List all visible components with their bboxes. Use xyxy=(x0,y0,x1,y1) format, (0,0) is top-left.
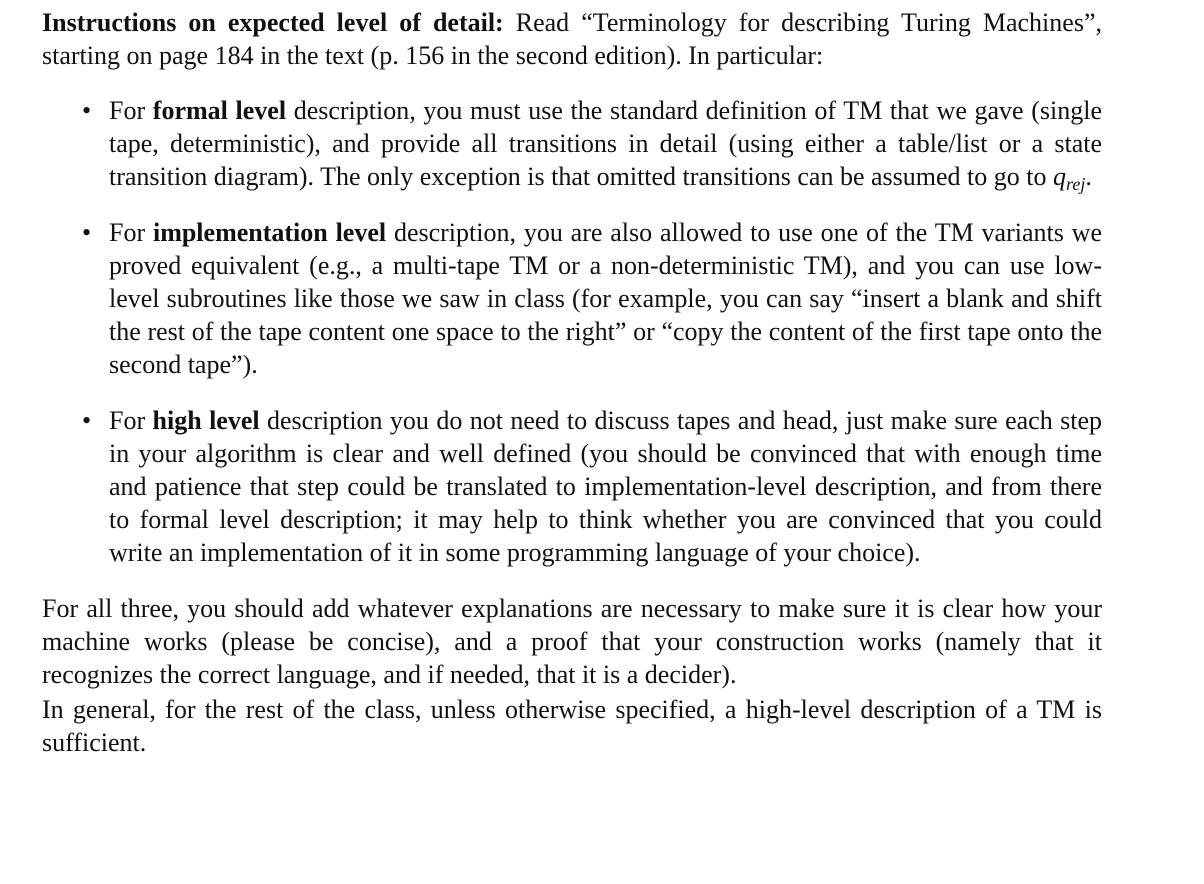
bullet-icon: • xyxy=(82,96,92,125)
item-text: description, you must use the standard definition of TM that we gave (single tape, deterministic), and provide all transitions in detail (using either a table/list or a state transition diagram). The only exception is that omitted transitions can be assumed to go to xyxy=(109,96,1103,191)
item-prefix: For xyxy=(109,406,153,435)
bullet-icon: • xyxy=(82,406,92,435)
list-item-formal-level xyxy=(42,94,1102,193)
detail-level-list xyxy=(42,94,1102,569)
item-term: high level xyxy=(152,406,260,435)
bullet-icon: • xyxy=(82,218,92,247)
item-text: description you do not need to discuss tapes and head, just make sure each step in your algorithm is clear and well defined (you should be convinced that with enough time and patience that step could be translated to implementation-level description, and from there to formal level description; it may help to think whether you are convinced that you could write an implementation of it in some programming language of your choice). xyxy=(109,406,1103,567)
outro-paragraph-all-three: For all three, you should add whatever explanations are necessary to make sure it is clear how your machine works (please be concise), and a proof that your construction works (namely that it recognizes the correct language, and if needed, that it is a decider). xyxy=(42,594,1102,689)
item-prefix: For xyxy=(109,218,153,247)
outro-paragraph-general: In general, for the rest of the class, unless otherwise specified, a high-level description of a TM is sufficient. xyxy=(42,695,1102,757)
list-item-implementation-level xyxy=(42,216,1102,381)
intro-paragraph xyxy=(42,6,1102,72)
item-prefix: For xyxy=(109,96,153,125)
document-body xyxy=(42,6,1102,759)
intro-text: Read “Terminology for describing Turing Machines”, starting on page 184 in the text (p. 156 in the second edition). In particular: xyxy=(42,8,1102,70)
intro-heading: Instructions on expected level of detail: xyxy=(42,8,504,37)
item-term: formal level xyxy=(152,96,287,125)
item-term: implementation level xyxy=(152,218,387,247)
list-item-high-level xyxy=(42,404,1102,569)
q-rej-symbol: $q_{rej}$ xyxy=(1053,162,1086,194)
item-text: description, you are also allowed to use one of the TM variants we proved equivalent (e.g., a multi-tape TM or a non-deterministic TM), and you can use low-level subroutines like those we saw in class (for example, you can say “insert a blank and shift the rest of the tape content one space to the right” or “copy the content of the first tape onto the second tape”). xyxy=(109,218,1102,379)
item-tail: . xyxy=(1085,162,1092,191)
